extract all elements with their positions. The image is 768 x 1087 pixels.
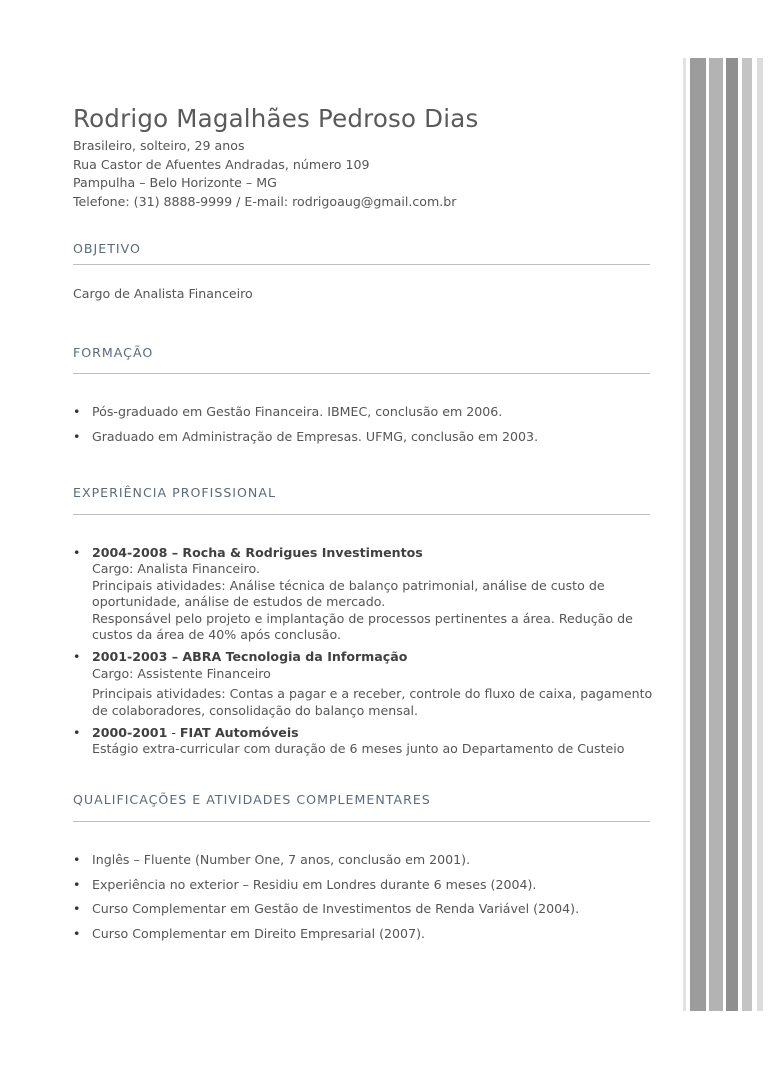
list-item [73, 852, 673, 868]
city-line: Pampulha – Belo Horizonte – MG [73, 175, 277, 191]
job-detail: Principais atividades: Contas a pagar e a receber, controle do fluxo de caixa, pagamento [92, 686, 653, 702]
address-line: Rua Castor de Afuentes Andradas, número 109 [73, 156, 370, 172]
list-item [73, 404, 673, 420]
education-item-text: Pós-graduado em Gestão Financeira. IBMEC, conclusão em 2006. [92, 404, 503, 419]
job-detail: Responsável pelo projeto e implantação de processos pertinentes a área. Redução de [92, 610, 633, 626]
qualifications-list [73, 852, 673, 950]
job-detail: de colaboradores, consolidação do balanço mensal. [92, 702, 419, 718]
bullet-icon: • [73, 545, 81, 560]
bullet-icon: • [73, 876, 81, 892]
education-list [73, 404, 673, 453]
list-item [73, 649, 673, 719]
list-item [73, 545, 673, 643]
section-title-formacao: FORMAÇÃO [73, 345, 154, 360]
phone-email-line: Telefone: (31) 8888-9999 / E-mail: rodrigoaug@gmail.com.br [73, 193, 457, 209]
section-divider [73, 514, 650, 515]
list-item [73, 877, 673, 893]
qualification-item-text: Curso Complementar em Gestão de Investimentos de Renda Variável (2004). [92, 901, 580, 917]
section-divider [73, 821, 650, 822]
bullet-icon: • [73, 428, 81, 444]
job-detail: Cargo: Assistente Financeiro [92, 665, 271, 681]
job-detail: Estágio extra-curricular com duração de 6 meses junto ao Departamento de Custeio [92, 741, 625, 757]
job-years: 2000-2001 [92, 725, 168, 741]
qualification-item-text: Inglês – Fluente (Number One, 7 anos, conclusão em 2001). [92, 852, 471, 867]
section-title-objetivo: OBJETIVO [73, 241, 141, 256]
list-item [73, 926, 673, 942]
section-title-qualificacoes: QUALIFICAÇÕES E ATIVIDADES COMPLEMENTARES [73, 792, 431, 807]
list-item [73, 901, 673, 917]
job-detail: custos da área de 40% após conclusão. [92, 627, 341, 643]
qualification-item-text: Experiência no exterior – Residiu em Londres durante 6 meses (2004). [92, 876, 537, 892]
objective-text: Cargo de Analista Financeiro [73, 286, 253, 301]
job-heading [92, 725, 673, 741]
section-divider [73, 264, 650, 265]
candidate-name: Rodrigo Magalhães Pedroso Dias [73, 104, 479, 134]
job-heading: 2001-2003 – ABRA Tecnologia da Informação [92, 649, 408, 665]
bullet-icon: • [73, 852, 81, 867]
bullet-icon: • [73, 649, 81, 665]
list-item [73, 725, 673, 758]
section-title-experiencia: EXPERIÊNCIA PROFISSIONAL [73, 485, 276, 500]
education-item-text: Graduado em Administração de Empresas. UFMG, conclusão em 2003. [92, 428, 539, 444]
list-item [73, 429, 673, 445]
job-company: FIAT Automóveis [179, 725, 299, 741]
job-detail: oportunidade, análise de estudos de mercado. [92, 594, 386, 610]
bullet-icon: • [73, 725, 81, 741]
bullet-icon: • [73, 901, 81, 917]
job-detail: Principais atividades: Análise técnica de balanço patrimonial, análise de custo de [92, 577, 605, 593]
job-separator: - [167, 725, 180, 741]
contact-info [73, 137, 456, 211]
job-detail: Cargo: Analista Financeiro. [92, 561, 261, 577]
qualification-item-text: Curso Complementar em Direito Empresarial (2007). [92, 925, 425, 941]
bullet-icon: • [73, 404, 81, 419]
bullet-icon: • [73, 925, 81, 941]
personal-info-line: Brasileiro, solteiro, 29 anos [73, 138, 245, 153]
section-divider [73, 373, 650, 374]
job-heading: 2004-2008 – Rocha & Rodrigues Investimentos [92, 545, 423, 560]
decorative-stripe-bar [683, 58, 768, 1011]
experience-list [73, 545, 673, 764]
